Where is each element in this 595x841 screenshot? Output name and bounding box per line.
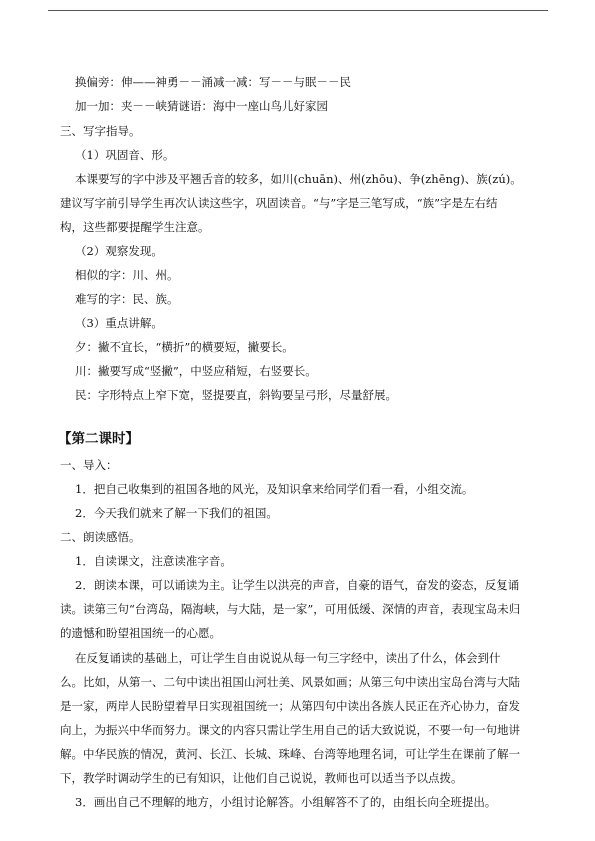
text-line: 3．画出自己不理解的地方，小组讨论解答。小组解答不了的，由组长向全班提出。 [75, 795, 497, 809]
text-line: 二、朗读感悟。 [60, 530, 141, 544]
text-line: 的遗憾和盼望祖国统一的心愿。 [60, 626, 221, 640]
text-line: 本课要写的字中涉及平翘舌音的较多，如川(chuān)、州(zhōu)、争(zhēng)、族(zú)。 [75, 172, 522, 186]
section-title: 【第二课时】 [58, 431, 139, 447]
header-rule [48, 10, 548, 11]
text-line: 建议写字前引导学生再次认读这些字，巩固读音。“与”字是三笔写成，“族”字是左右结 [60, 196, 498, 210]
text-line: 向上，为振兴中华而努力。课文的内容只需让学生用自己的话大致说说，不要一句一句地讲 [60, 723, 520, 737]
text-line: 川：撇要写成“竖撇”，中竖应稍短，右竖要长。 [75, 364, 317, 378]
text-line: 1．自读课文，注意读准字音。 [75, 554, 232, 568]
text-line: 构，这些都要提醒学生注意。 [60, 220, 210, 234]
text-line: （1）巩固音、形。 [75, 148, 175, 162]
text-line: 三、写字指导。 [60, 124, 141, 138]
text-line: 民：字形特点上窄下宽，竖提要直，斜钩要呈弓形，尽量舒展。 [75, 388, 397, 402]
text-line: 2．朗读本课，可以诵读为主。让学生以洪亮的声音，自豪的语气，奋发的姿态，反复诵 [75, 578, 520, 592]
text-line: 一、导入： [60, 458, 118, 472]
text-line: 解。中华民族的情况，黄河、长江、长城、珠峰、台湾等地理名词，可让学生在课前了解一 [60, 747, 520, 761]
text-line: 2．今天我们就来了解一下我们的祖国。 [75, 506, 278, 520]
text-line: 在反复诵读的基础上，可让学生自由说说从每一句三字经中，读出了什么，体会到什 [75, 651, 501, 665]
text-line: 读。读第三句“台湾岛，隔海峡，与大陆，是一家”，可用低缓、深情的声音，表现宝岛未归 [60, 602, 521, 616]
text-line: （2）观察发现。 [75, 244, 163, 258]
text-line: 1．把自己收集到的祖国各地的风光，及知识拿来给同学们看一看，小组交流。 [75, 482, 474, 496]
text-line: 么。比如，从第一、二句中读出祖国山河壮美、风景如画；从第三句中读出宝岛台湾与大陆 [60, 675, 520, 689]
text-line: 夕：撇不宜长，“横折”的横要短，撇要长。 [75, 340, 294, 354]
text-line: 换偏旁：伸——神勇－－涌减一减：写－－与眠－－民 [75, 75, 351, 89]
text-line: 相似的字：川、州。 [75, 268, 179, 282]
text-line: 加一加：夹－－峡猜谜语：海中一座山鸟儿好家园 [75, 99, 328, 113]
text-line: （3）重点讲解。 [75, 316, 163, 330]
text-line: 难写的字：民、族。 [75, 292, 179, 306]
text-line: 是一家，两岸人民盼望着早日实现祖国统一；从第四句中读出各族人民正在齐心协力，奋发 [60, 699, 520, 713]
text-line: 下，教学时调动学生的已有知识，让他们自己说说，教师也可以适当予以点拨。 [60, 771, 463, 785]
